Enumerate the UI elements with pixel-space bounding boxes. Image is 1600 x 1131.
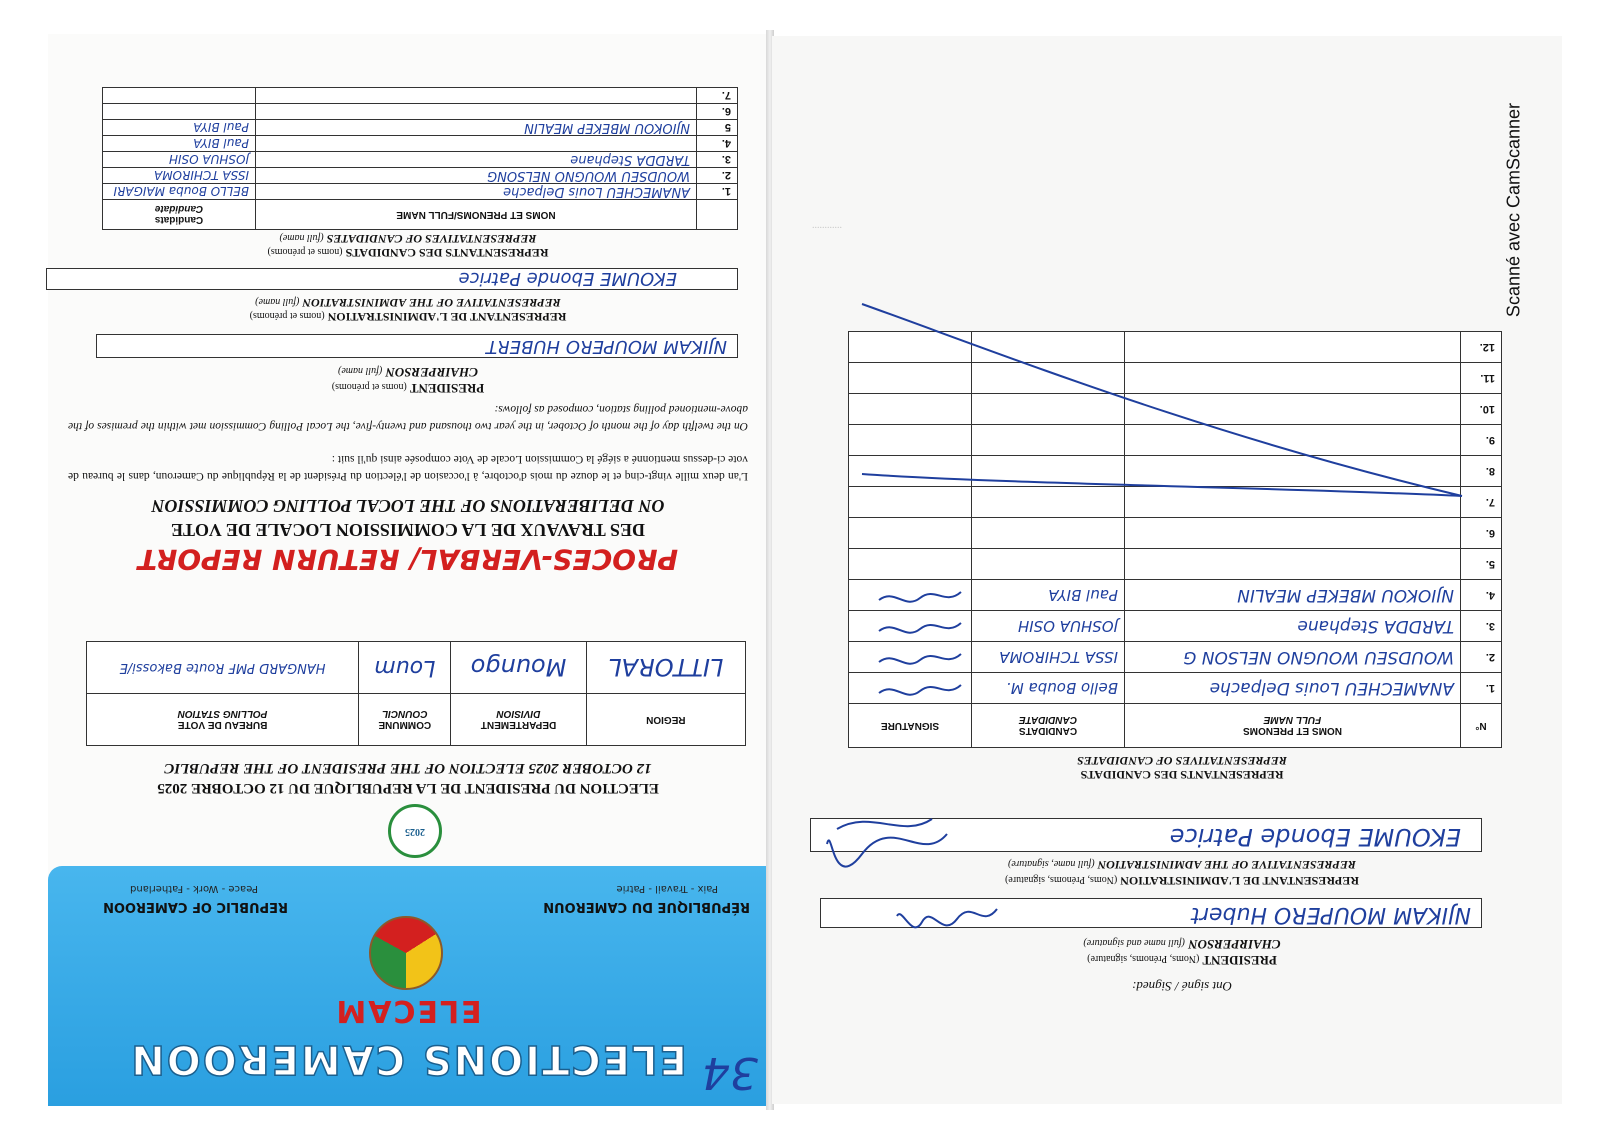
candidate-name (103, 104, 256, 120)
representative-name (256, 104, 697, 120)
left-candidate-row (103, 104, 738, 120)
row-number: 2. (697, 168, 738, 184)
motto-fr: Paix - Travail - Patrie (616, 883, 718, 894)
sig-president-field: NJIKAM MOUPERO Hubert (820, 898, 1482, 928)
department-header: DEPARTEMENT DIVISION (451, 694, 586, 746)
row-number: 3. (697, 152, 738, 168)
left-candidate-row (103, 88, 738, 104)
col-signature: SIGNATURE (849, 704, 972, 748)
left-page (48, 34, 768, 1106)
sig-admin-field: EKOUME Ebonde Patrice (810, 818, 1482, 852)
signature-row (849, 611, 1502, 642)
representative-name: NJIOKOU MBEKEP MEALIN (1125, 580, 1461, 611)
candidate-name: Paul BIYA (972, 580, 1125, 611)
signature-row (849, 673, 1502, 704)
representative-name (1125, 549, 1461, 580)
row-number: 7. (1461, 487, 1502, 518)
sig-candidates-label: REPRESENTANTS DES CANDIDATS (1080, 768, 1284, 782)
republic-en: REPUBLIC OF CAMEROON (103, 899, 288, 914)
region-header: REGION (586, 694, 745, 746)
representative-name: WOUDSEU WOUGNO NELSONG (256, 168, 697, 184)
representative-name: WOUDSEU WOUGNO NELSON G (1125, 642, 1461, 673)
election-logo-icon: 2025 (388, 804, 442, 858)
signature-cell (849, 673, 972, 704)
candidate-name: ISSA TCHIROMA (972, 642, 1125, 673)
motto-en: Peace - Work - Fatherland (130, 883, 258, 894)
region-value: LITTORAL (586, 642, 745, 694)
strike-through-line (848, 284, 1502, 504)
republic-fr: RÉPUBLIQUE DU CAMEROUN (543, 899, 750, 914)
right-page-upside-down (772, 36, 1562, 1104)
president-field: NJIKAM MOUPERO HUBERT (96, 334, 738, 358)
left-candidate-row (103, 168, 738, 184)
signature-cell (849, 642, 972, 673)
left-col-name: NOMS ET PRENOMS/FULL NAME (256, 200, 697, 230)
row-number: 11. (1461, 363, 1502, 394)
col-candidate: CANDIDATS CANDIDATE (972, 704, 1125, 748)
row-number: 12. (1461, 332, 1502, 363)
candidate-name: Bello Bouba M. (972, 673, 1125, 704)
chairperson-label: CHAIRPERSON (full name) (338, 365, 478, 380)
row-number: 4. (697, 136, 738, 152)
location-table (86, 641, 746, 746)
signed-heading: Ont signé / Signed: (1132, 979, 1233, 994)
left-page-upside-down (48, 34, 768, 1106)
signature-row (849, 549, 1502, 580)
handwritten-signature-icon (875, 585, 965, 609)
sig-president-label: PRESIDENT (Noms, Prénoms, signature) (1087, 953, 1277, 968)
sig-chairperson-label: CHAIRPERSON (full name and signature) (1083, 937, 1281, 952)
representative-name (1125, 518, 1461, 549)
report-paragraph-fr: L'an deux mille vingt-cinq et le douze du mois d'octobre, à l'occasion de l'élection du Président de la République du Cameroun, dans le bureau de vote ci-dessus mentionné a siégé la Commission Locale de Vote composée ainsi qu'il suit : (68, 453, 748, 482)
elecam-banner (48, 866, 768, 1106)
row-number: 2. (1461, 642, 1502, 673)
candidate-name: JOSHUA OSIH (972, 611, 1125, 642)
admin-label-en: REPRESENTATIVE OF THE ADMINISTRATION (full name) (255, 296, 561, 310)
report-paragraph-en: On the twelfth day of the month of October, in the year two thousand and twenty-five, the Local Polling Commission met within the premises of the above-mentioned polling station, composed as follows: (68, 403, 748, 432)
left-candidate-row (103, 152, 738, 168)
representative-name: ANAMECHEU Louis Delpache (1125, 673, 1461, 704)
handwritten-signature-icon (875, 647, 965, 671)
commune-value: Loum (359, 642, 451, 694)
representative-name (256, 88, 697, 104)
row-number: 8. (1461, 456, 1502, 487)
candidate-name (103, 88, 256, 104)
signature-cell (849, 580, 972, 611)
report-subtitle-fr: DES TRAVAUX DE LA COMMISSION LOCALE DE VOTE (171, 520, 645, 540)
representative-name: TARDDA Stephane (256, 152, 697, 168)
row-number: 9. (1461, 425, 1502, 456)
report-title: PROCES-VERBAL/ RETURN REPORT (137, 543, 679, 576)
signature-row (849, 580, 1502, 611)
handwritten-signature-icon (875, 616, 965, 640)
agency-short: ELECAM (334, 993, 482, 1028)
representative-name (256, 136, 697, 152)
representative-name: TARDDA Stephane (1125, 611, 1461, 642)
left-candidate-row (103, 120, 738, 136)
department-value: Moungo (451, 642, 586, 694)
sig-admin-label: REPRESENTANT DE L'ADMINISTRATION (Noms, Prénoms, signature) (1005, 874, 1359, 888)
row-number: 6. (1461, 518, 1502, 549)
admin-field: EKOUME Ebonde Patrice (46, 268, 738, 290)
right-page (772, 36, 1562, 1104)
election-title-en: 12 OCTOBER 2025 ELECTION OF THE PRESIDENT OF THE REPUBLIC (164, 760, 652, 776)
candidate-name: BELLO Bouba MAIGARI (103, 184, 256, 200)
row-number: 5. (1461, 549, 1502, 580)
signature-row (849, 642, 1502, 673)
row-number: 1. (697, 184, 738, 200)
col-no: N° (1461, 704, 1502, 748)
handwritten-signature-icon (875, 678, 965, 702)
left-candidates-table (102, 87, 738, 230)
candidate-name (972, 518, 1125, 549)
row-number: 6. (697, 104, 738, 120)
signature-cell (849, 518, 972, 549)
report-subtitle-en: ON DELIBERATIONS OF THE LOCAL POLLING COMMISSION (151, 496, 665, 516)
candidates-label: REPRESENTANTS DES CANDIDATS (noms et prénoms) (267, 246, 549, 260)
signature-cell (849, 549, 972, 580)
candidates-label-en: REPRESENTATIVES OF CANDIDATES (full name) (279, 232, 537, 246)
row-number: 5 (697, 120, 738, 136)
sig-candidates-label-en: REPRESENTATIVES OF CANDIDATES (1077, 754, 1287, 768)
bleed-through-text: ............ (812, 220, 842, 231)
commune-header: COMMUNE COUNCIL (359, 694, 451, 746)
left-col-candidate: Candidats Candidate (103, 200, 256, 230)
row-number: 7. (697, 88, 738, 104)
president-signature-icon (892, 894, 1002, 934)
sig-admin-label-en: REPRESENTATIVE OF THE ADMINISTRATION (full name, signature) (1008, 858, 1356, 872)
agency-name: ELECTIONS CAMEROON (129, 1036, 687, 1082)
row-number: 3. (1461, 611, 1502, 642)
candidate-name: ISSA TCHIROMA (103, 168, 256, 184)
station-number: 34 (702, 1047, 758, 1098)
candidate-name: Paul BIYA (103, 120, 256, 136)
representative-name: ANAMECHEU Louis Delpache (256, 184, 697, 200)
representative-name: NJIOKOU MBEKEP MEALIN (256, 120, 697, 136)
left-candidate-row (103, 136, 738, 152)
signature-cell (849, 611, 972, 642)
election-title-fr: ELECTION DU PRESIDENT DE LA REPUBLIQUE DU 12 OCTOBRE 2025 (157, 780, 659, 796)
cameroon-coat-of-arms-icon (369, 916, 443, 990)
candidate-name (972, 549, 1125, 580)
admin-signature-icon (822, 804, 952, 874)
camscanner-watermark: Scanné avec CamScanner (1503, 102, 1524, 318)
admin-label: REPRESENTANT DE L'ADMINISTRATION (noms et prénoms) (249, 310, 567, 324)
col-full-name: NOMS ET PRENOMS FULL NAME (1125, 704, 1461, 748)
row-number: 10. (1461, 394, 1502, 425)
signature-row (849, 518, 1502, 549)
candidate-name: JOSHUA OSIH (103, 152, 256, 168)
left-candidate-row (103, 184, 738, 200)
row-number: 1. (1461, 673, 1502, 704)
candidate-name: Paul BIYA (103, 136, 256, 152)
row-number: 4. (1461, 580, 1502, 611)
president-label: PRESIDENT (noms et prénoms) (331, 381, 485, 396)
polling-value: HANGARD PMF Route Bakossi/E (87, 642, 359, 694)
polling-header: BUREAU DE VOTE POLLING STATION (87, 694, 359, 746)
